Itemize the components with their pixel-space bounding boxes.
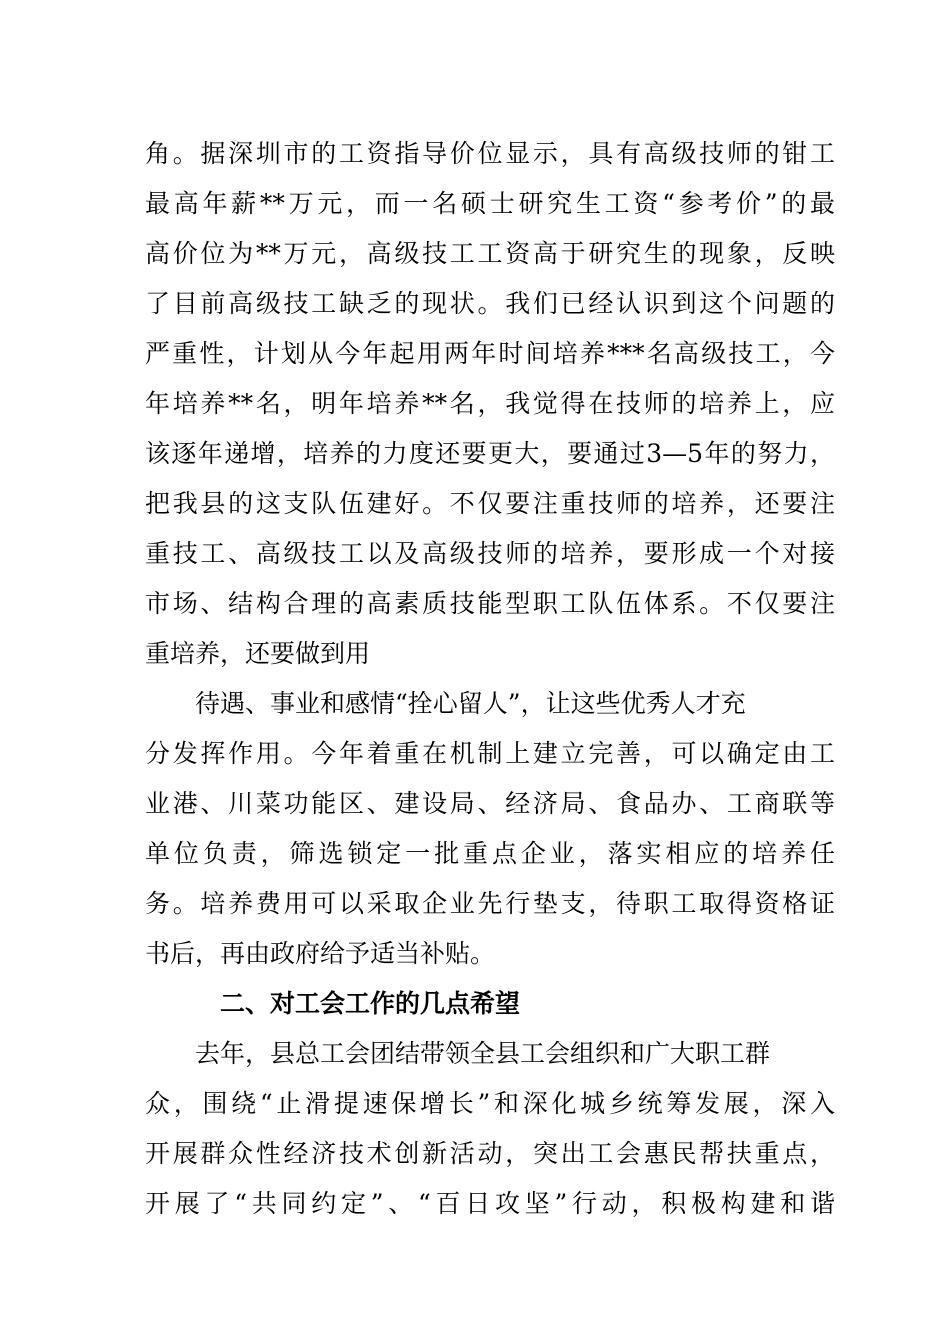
text-line: 书后，再由政府给予适当补贴。: [145, 939, 496, 968]
text-line: 开展群众性经济技术创新活动，突出工会惠民帮扶重点，: [145, 1139, 835, 1168]
text-line: 开展了“共同约定”、“百日攻坚”行动，积极构建和谐: [145, 1189, 835, 1218]
text-line: 市场、结构合理的高素质技能型职工队伍体系。不仅要注: [145, 589, 835, 618]
text-line: 该逐年递增，培养的力度还要更大，要通过3—5年的努力，: [145, 439, 835, 468]
text-line: 年培养**名，明年培养**名，我觉得在技师的培养上，应: [145, 389, 835, 418]
text-line: 严重性，计划从今年起用两年时间培养***名高级技工，今: [145, 339, 835, 368]
paragraph-first-line: 去年，县总工会团结带领全县工会组织和广大职工群: [195, 1039, 771, 1068]
text-line: 高价位为**万元，高级技工工资高于研究生的现象，反映: [145, 239, 835, 268]
text-line: 重技工、高级技工以及高级技师的培养，要形成一个对接: [145, 539, 835, 568]
section-heading: 二、对工会工作的几点希望: [220, 989, 521, 1018]
text-line: 业港、川菜功能区、建设局、经济局、食品办、工商联等: [145, 789, 835, 818]
paragraph-first-line: 待遇、事业和感情“拴心留人”，让这些优秀人才充: [195, 689, 746, 718]
text-line: 务。培养费用可以采取企业先行垫支，待职工取得资格证: [145, 889, 835, 918]
text-line: 把我县的这支队伍建好。不仅要注重技师的培养，还要注: [145, 489, 835, 518]
text-line: 重培养，还要做到用: [145, 639, 371, 668]
text-line: 了目前高级技工缺乏的现状。我们已经认识到这个问题的: [145, 289, 835, 318]
text-line: 单位负责，筛选锁定一批重点企业，落实相应的培养任: [145, 839, 835, 868]
text-line: 分发挥作用。今年着重在机制上建立完善，可以确定由工: [145, 739, 835, 768]
body-text: [145, 129, 835, 1229]
text-line: 众，围绕“止滑提速保增长”和深化城乡统筹发展，深入: [145, 1089, 835, 1118]
text-line: 角。据深圳市的工资指导价位显示，具有高级技师的钳工: [145, 139, 835, 168]
text-line: 最高年薪**万元，而一名硕士研究生工资“参考价”的最: [145, 189, 835, 218]
